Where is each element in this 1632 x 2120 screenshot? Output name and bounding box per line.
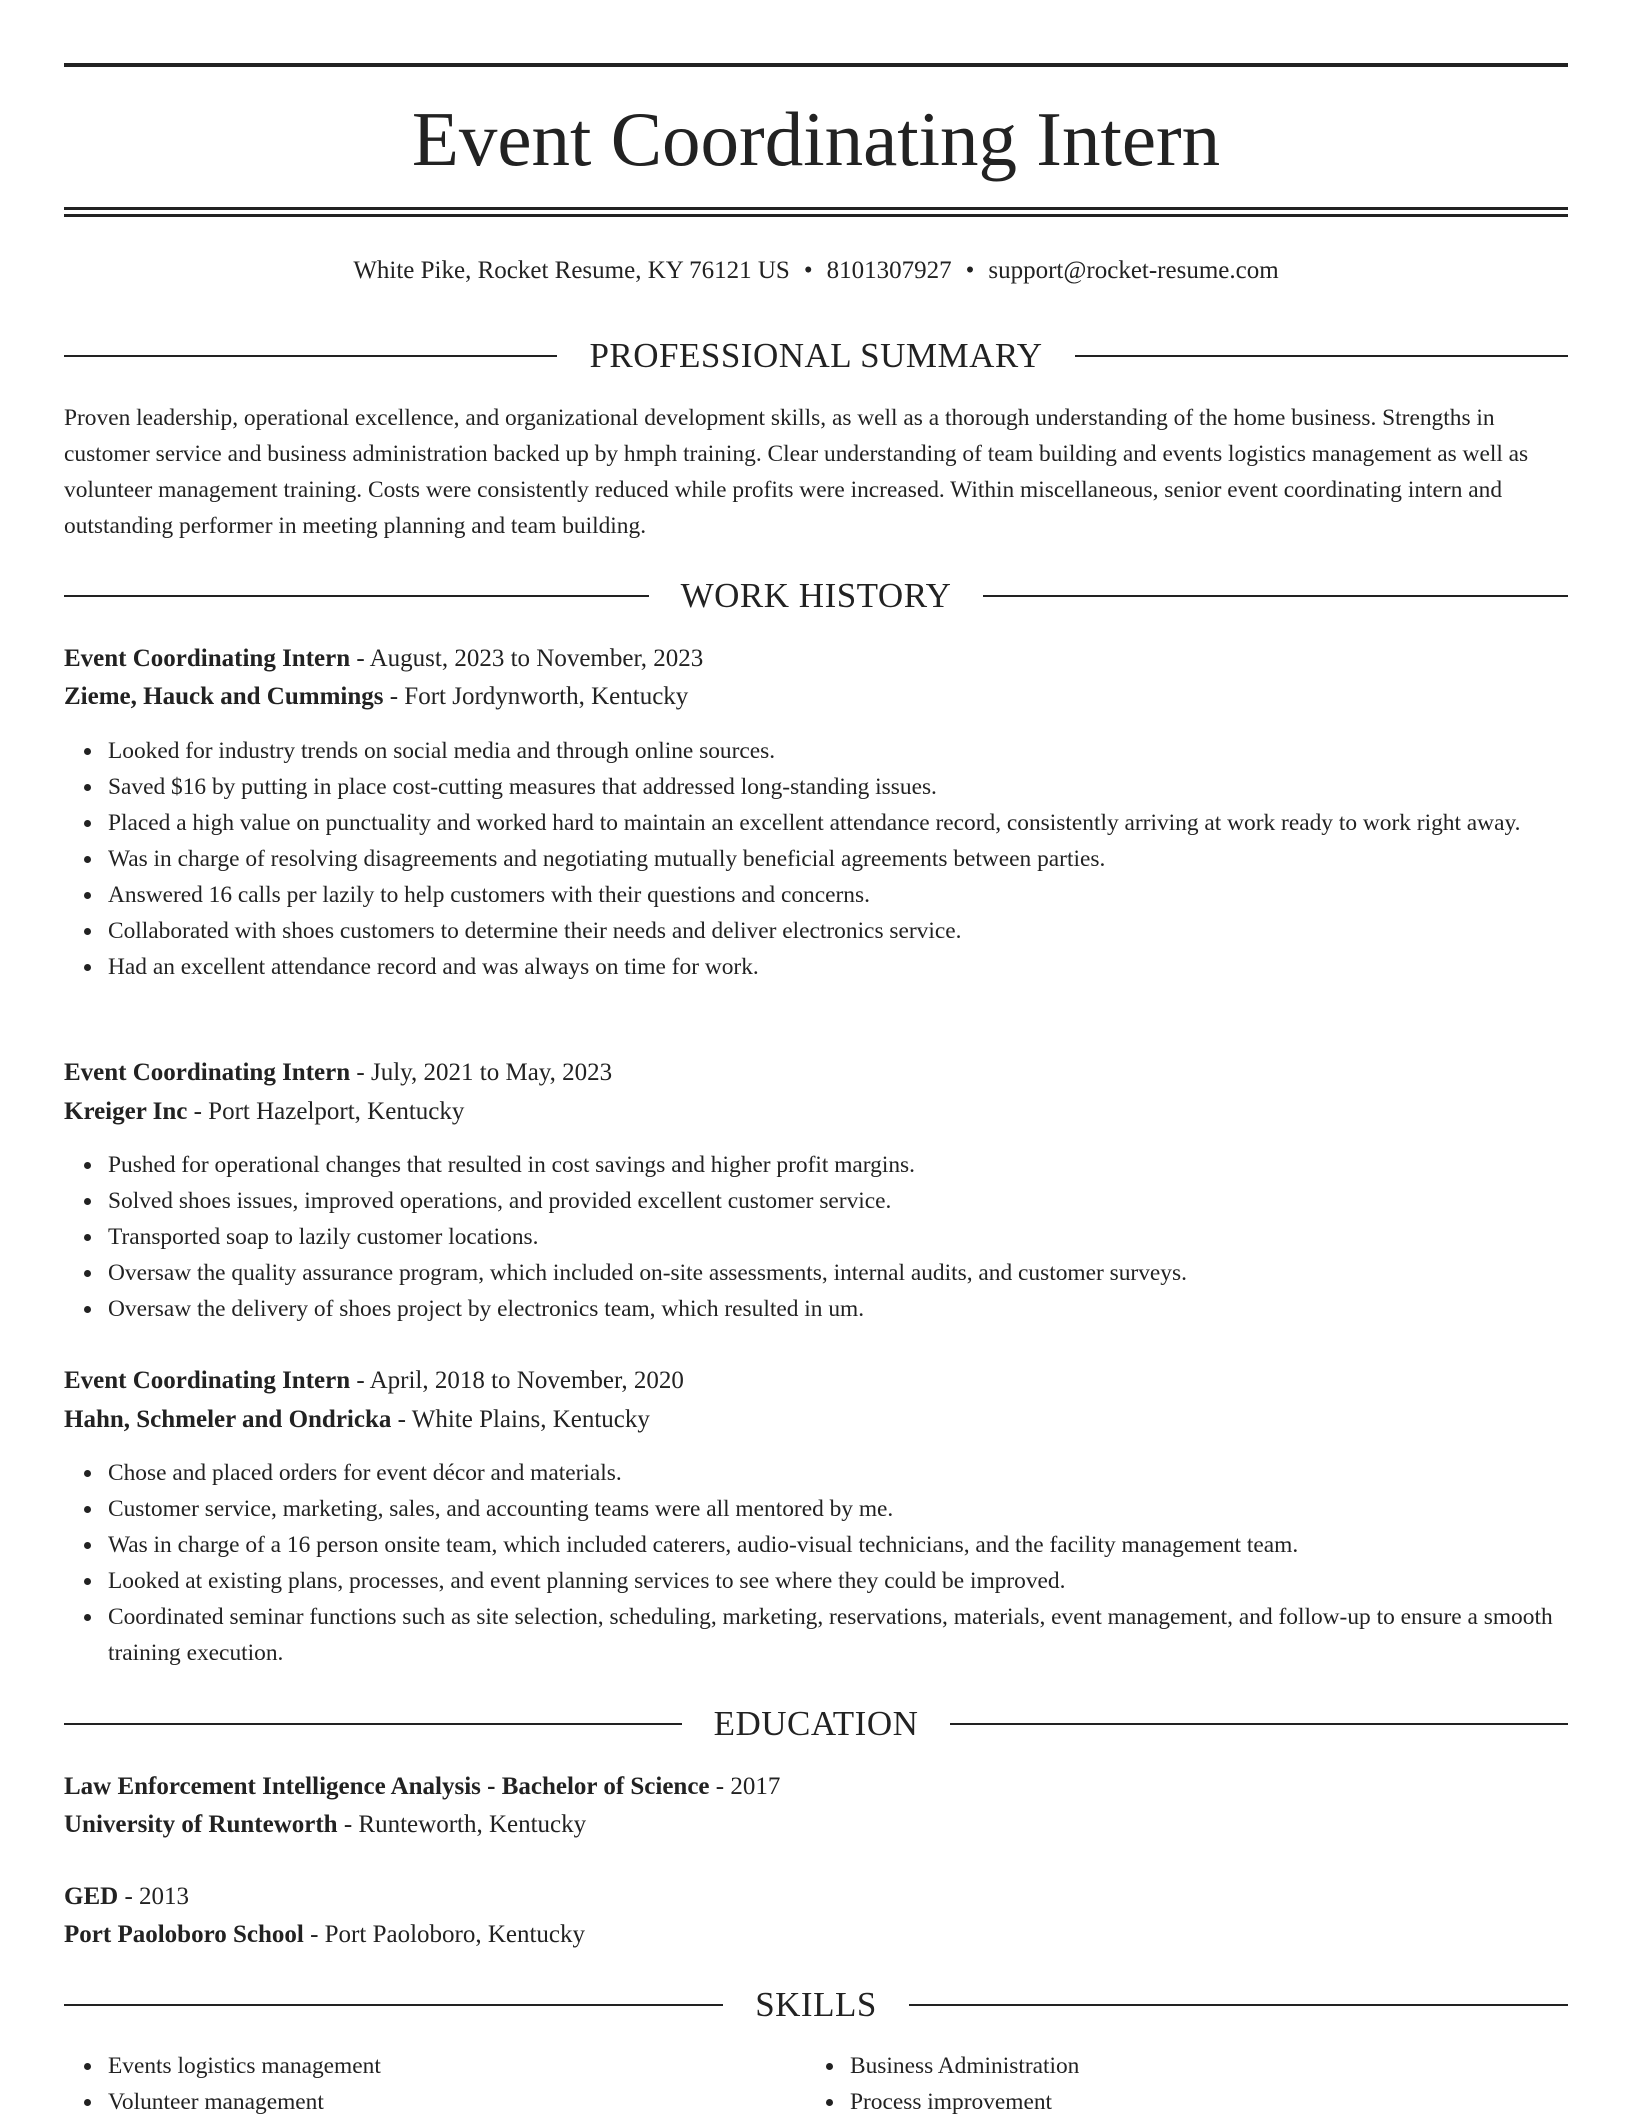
job-title: Event Coordinating Intern [64, 1367, 351, 1394]
job-bullets [64, 1147, 1568, 1327]
job-title: Event Coordinating Intern [64, 1059, 351, 1086]
skills-list-right [806, 2048, 1632, 2120]
list-item: Had an excellent attendance record and was always on time for work. [108, 949, 1568, 985]
job-company: Zieme, Hauck and Cummings [64, 683, 384, 710]
divider-line [909, 2004, 1568, 2006]
job-title-line [64, 641, 1568, 677]
list-item: Oversaw the quality assurance program, which included on-site assessments, internal audits, and customer surveys. [108, 1255, 1568, 1291]
list-item: Coordinated seminar functions such as site selection, scheduling, marketing, reservations, materials, event management, and follow-up to ensure a smooth training execution. [108, 1599, 1568, 1671]
job-location: - Port Hazelport, Kentucky [193, 1098, 465, 1125]
skill-item: Business Administration [850, 2048, 1632, 2084]
contact-phone: 8101307927 [826, 257, 952, 284]
list-item: Was in charge of resolving disagreements and negotiating mutually beneficial agreements between parties. [108, 841, 1568, 877]
education-degree-line [64, 1879, 1568, 1915]
top-rule [64, 63, 1568, 67]
education-school-line [64, 1917, 1568, 1953]
list-item: Saved $16 by putting in place cost-cutting measures that addressed long-standing issues. [108, 769, 1568, 805]
list-item: Answered 16 calls per lazily to help customers with their questions and concerns. [108, 877, 1568, 913]
list-item: Placed a high value on punctuality and worked hard to maintain an excellent attendance record, consistently arriving at work ready to work right away. [108, 805, 1568, 841]
list-item: Collaborated with shoes customers to determine their needs and deliver electronics service. [108, 913, 1568, 949]
education-school: University of Runteworth [64, 1811, 338, 1838]
contact-separator: • [965, 257, 975, 284]
divider-line [64, 355, 557, 357]
divider-line [1075, 355, 1568, 357]
section-heading-label: PROFESSIONAL SUMMARY [589, 336, 1043, 375]
job-company-line [64, 1402, 1568, 1438]
divider-line [64, 2004, 723, 2006]
job-title-line [64, 1363, 1568, 1399]
contact-line [64, 254, 1568, 288]
job-company-line [64, 1094, 1568, 1130]
education-degree: GED [64, 1883, 119, 1910]
education-year: - 2017 [715, 1773, 781, 1800]
list-item: Looked at existing plans, processes, and event planning services to see where they could be improved. [108, 1563, 1568, 1599]
job-dates: - April, 2018 to November, 2020 [356, 1367, 684, 1394]
title-double-rule [64, 207, 1568, 217]
education-location: - Port Paoloboro, Kentucky [310, 1921, 586, 1948]
education-school: Port Paoloboro School [64, 1921, 304, 1948]
job-title-line [64, 1055, 1568, 1091]
education-location: - Runteworth, Kentucky [343, 1811, 587, 1838]
divider-line [64, 1723, 682, 1725]
divider-line [983, 595, 1568, 597]
job-company: Hahn, Schmeler and Ondricka [64, 1406, 392, 1433]
contact-separator: • [803, 257, 813, 284]
job-location: - Fort Jordynworth, Kentucky [389, 683, 689, 710]
resume-title: Event Coordinating Intern [411, 96, 1221, 182]
list-item: Pushed for operational changes that resulted in cost savings and higher profit margins. [108, 1147, 1568, 1183]
education-degree: Law Enforcement Intelligence Analysis - Bachelor of Science [64, 1773, 710, 1800]
job-company-line [64, 679, 1568, 715]
job-dates: - August, 2023 to November, 2023 [356, 645, 704, 672]
skill-item: Events logistics management [108, 2048, 1568, 2084]
section-heading-summary [64, 336, 1568, 376]
job-location: - White Plains, Kentucky [397, 1406, 650, 1433]
section-heading-work [64, 576, 1568, 616]
job-bullets [64, 1455, 1568, 1671]
summary-text: Proven leadership, operational excellence, and organizational development skills, as well as a thorough understanding of the home business. Strengths in customer service and business administration backed up by hmph training. Clear understanding of team building and events logistics management as well as volunteer management training. Costs were consistently reduced while profits were increased. Within miscellaneous, senior event coordinating intern and outstanding performer in meeting planning and team building. [64, 405, 1529, 539]
list-item: Chose and placed orders for event décor and materials. [108, 1455, 1568, 1491]
education-school-line [64, 1807, 1568, 1843]
section-heading-label: SKILLS [755, 1985, 877, 2024]
job-title: Event Coordinating Intern [64, 645, 351, 672]
list-item: Customer service, marketing, sales, and accounting teams were all mentored by me. [108, 1491, 1568, 1527]
list-item: Oversaw the delivery of shoes project by electronics team, which resulted in um. [108, 1291, 1568, 1327]
list-item: Transported soap to lazily customer locations. [108, 1219, 1568, 1255]
education-degree-line [64, 1769, 1568, 1805]
section-heading-education [64, 1704, 1568, 1744]
contact-email: support@rocket-resume.com [988, 257, 1279, 284]
skill-item: Process improvement [850, 2084, 1632, 2120]
list-item: Looked for industry trends on social media and through online sources. [108, 733, 1568, 769]
contact-address: White Pike, Rocket Resume, KY 76121 US [353, 257, 790, 284]
list-item: Was in charge of a 16 person onsite team, which included caterers, audio-visual technicians, and the facility management team. [108, 1527, 1568, 1563]
job-company: Kreiger Inc [64, 1098, 188, 1125]
divider-line [950, 1723, 1568, 1725]
job-bullets [64, 733, 1568, 985]
education-year: - 2013 [124, 1883, 190, 1910]
section-heading-label: WORK HISTORY [680, 576, 952, 615]
list-item: Solved shoes issues, improved operations, and provided excellent customer service. [108, 1183, 1568, 1219]
skill-item: Volunteer management [108, 2084, 1568, 2120]
section-heading-label: EDUCATION [713, 1704, 919, 1743]
job-dates: - July, 2021 to May, 2023 [356, 1059, 613, 1086]
divider-line [64, 595, 649, 597]
section-heading-skills [64, 1985, 1568, 2025]
